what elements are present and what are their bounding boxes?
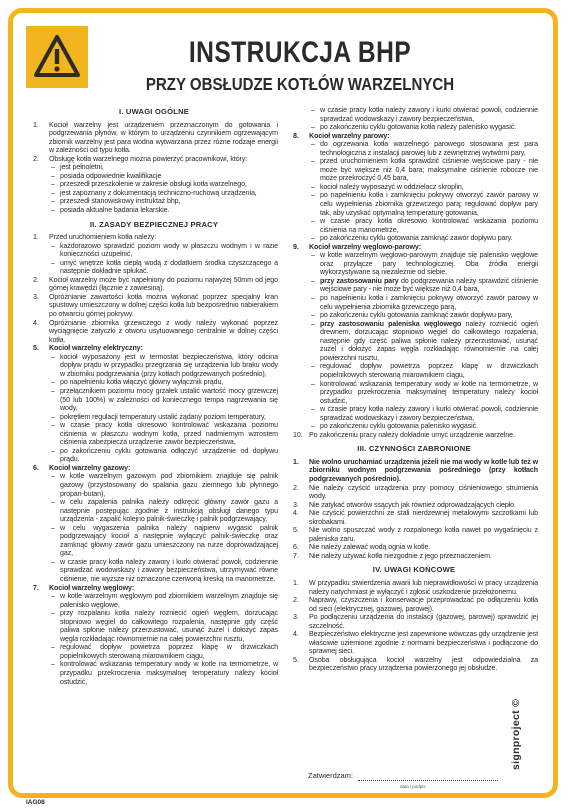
list-item: 3. Opróżnianie zawartości kotła można wykonać poprzez specjalny kran spustowy umieszczony w dolnej części kotła lub bezpośrednio nabierakiem po otwarciu górnej pokrywy. bbox=[33, 292, 278, 319]
list-item: 1. W przypadku stwierdzenia awarii lub nieprawidłowości w pracy urządzenia należy natychmiast je wyłączyć i zgłosić uszkodzenie przełożonemu. bbox=[293, 578, 538, 596]
date-signature-caption: data i podpis bbox=[400, 784, 426, 789]
list-item: 4. Opróżnianie zbiornika grzewczego z wody należy wykonać poprzez wyciągnięcie zatyczki z otworu usytuowanego centralnie w dolnej części kotła. bbox=[33, 318, 278, 344]
approval-label: Zatwierdzam: bbox=[308, 771, 354, 780]
bullet-item: – przy zastosowaniu paleniska węglowego należy rozniecić ogień drewnem, dorzucając stopniowo węgiel do całkowitego rozpalenia, następnie gdy część paliwa spłonie należy przerzustować, usunąć żużel i dołożyć zapas węgla rozkładając równomiernie na całej powierzchni rusztu, bbox=[290, 320, 538, 363]
list-item: 7. Kocioł warzelny węglowy: bbox=[33, 583, 135, 592]
bullet-item: – do ogrzewania kotła warzelnego parowego stosowana jest para technologiczna z instalacji parowej lub z zewnętrznej wytwórni pary, bbox=[290, 140, 538, 157]
bullet-item: – kontrolować wskazania temperatury wody w kotle na termometrze, w przypadku przekroczenia maksymalnej temperatury należy kocioł ostudzić, bbox=[290, 380, 538, 406]
bullet-item: – jest pełnoletni, bbox=[30, 163, 278, 172]
bullet-item: – kocioł należy wyposażyć w oddzielacz skroplin, bbox=[290, 183, 538, 192]
bullet-item: – posiada aktualne badania lekarskie. bbox=[30, 206, 278, 215]
bullet-item: – kontrolować wskazania temperatury wody w kotle na termometrze, w przypadku przekroczenia maksymalnej temperatury należy kocioł ostudzić, bbox=[30, 660, 278, 686]
list-item: 8. Kocioł warzelny parowy: bbox=[293, 131, 390, 140]
signature-line bbox=[358, 780, 498, 781]
left-column bbox=[30, 106, 278, 686]
bullet-item: – w celu wygaszenia palnika należy najpierw wygasić palnik podgrzewający kocioł a następnie wyłączyć palnik-świeczkę oraz zamknąć główny zawór gazu umieszczony na rurze doprowadzającej gaz, bbox=[30, 524, 278, 558]
bullet-item: – przed uruchomieniem kotła sprawdzić ciśnienie wejściowe pary - nie może być większe niż 0,4 bara; maksymalne ciśnienie robocze nie może przekroczyć 0,45 bara, bbox=[290, 157, 538, 183]
section-heading: I. UWAGI OGÓLNE bbox=[118, 107, 190, 116]
page-subtitle: PRZY OBSŁUDZE KOTŁÓW WARZELNYCH bbox=[145, 74, 455, 94]
brand-logo: signproject © bbox=[510, 698, 522, 770]
bullet-item: – przeszedł przeszkolenie w zakresie obsługi kotła warzelnego, bbox=[30, 180, 278, 189]
bullet-item: – w czasie pracy kotła okresowo kontrolować wskazania poziomu ciśnienia na manometrze, bbox=[290, 217, 538, 234]
warning-sign bbox=[26, 26, 88, 88]
page-title: INSTRUKCJA BHP bbox=[188, 36, 412, 69]
bullet-item: – każdorazowo sprawdzić poziom wody w płaszczu wodnym i w razie konieczności uzupełnić, bbox=[30, 242, 278, 259]
list-item: 2. Naprawy, czyszczenia i konserwacje przeprowadzać po odłączeniu kotła od sieci (elektrycznej, gazowej, parowej). bbox=[293, 596, 538, 613]
list-item: 1. Kocioł warzelny jest urządzeniem przeznaczonym do gotowania i podgrzewania płynów, w którym to urządzeniu czynnikiem ogrzewającym zbiornik warzelny jest para wodna wytwarzana przez różne rodzaje energii w zależności od typu kotła. bbox=[33, 120, 278, 155]
bullet-item: – po zakończeniu cyklu gotowania zamknąć zawór dopływu pary, bbox=[290, 311, 538, 320]
bullet-item: – w kotle warzelnym węglowo-parowym znajduje się palenisko węglowe oraz przyłącze pary technologicznej. Oba źródła energii wykorzystywane są niezależnie od siebie, bbox=[290, 251, 538, 277]
bullet-item: – w czasie pracy kotła należy zawory i kurki otwierać powoli, codziennie sprawdzać wodowskazy i zawory bezpieczeństwa, bbox=[290, 106, 538, 123]
section-heading: II. ZASADY BEZPIECZNEJ PRACY bbox=[89, 219, 219, 229]
list-item: 4. Bezpieczeństwo elektryczne jest zapewnione wówczas gdy urządzenie jest właściwie uziemione zgodnie z normami bezpieczeństwa i podłączone do sprawnej sieci. bbox=[293, 630, 538, 656]
bullet-item: – po zakończeniu cyklu gotowania zamknąć zawór dopływu pary. bbox=[290, 234, 538, 243]
bullet-item: – po napełnieniu kotła włączyć główny wyłącznik prądu, bbox=[30, 378, 278, 387]
bullet-item: – umyć wnętrze kotła ciepłą wodą z dodatkiem środka czyszczącego a następnie dokładnie spłukać. bbox=[30, 259, 278, 276]
bullet-item: – posiada odpowiednie kwalifikacje bbox=[30, 172, 278, 181]
product-code: IAG08 bbox=[26, 799, 45, 806]
bullet-item: – regulować dopływ powietrza poprzez klapę w drzwiczkach popielnikowych sterowaną miarownikiem ciągu, bbox=[290, 362, 538, 379]
list-item: 3. Po podłączeniu urządzenia do instalacji (gazowej, parowej) sprawdzić jej szczelność. bbox=[293, 613, 538, 630]
right-column bbox=[290, 106, 538, 673]
bullet-item: – po zakończeniu cyklu gotowania palenisko wygasić. bbox=[290, 422, 538, 431]
bullet-item: – w kotle warzelnym węglowym pod zbiornikiem warzelnym znajduje się palenisko węglowe, bbox=[30, 592, 278, 609]
list-item: 6. Nie należy zalewać wodą ognia w kotle. bbox=[293, 543, 431, 552]
bullet-item: – pokrętłem regulacji temperatury ustalić żądany poziom temperatury, bbox=[30, 413, 278, 422]
bullet-item: – jest zapoznany z dokumentacją techniczno-ruchową urządzenia, bbox=[30, 189, 278, 198]
section-heading: IV. UWAGI KOŃCOWE bbox=[372, 565, 456, 575]
bullet-item: – po zakończeniu cyklu gotowania odłączyć urządzenie od dopływu prądu. bbox=[30, 447, 278, 464]
bullet-item: – przełącznikiem poziomu mocy grzałek ustalić wartość mocy grzewczej (50 lub 100%) w zależności od koniecznego tempa nagrzewania się wody, bbox=[30, 387, 278, 413]
bullet-item: – w czasie pracy kotła należy zawory i kurki otwierać powoli, codziennie sprawdzać wodowskazy i zawory bezpieczeństwa, bbox=[290, 405, 538, 422]
list-item: 5. Nie wolno spuszczać wody z rozpalonego kotła nawet po wygaśnięciu z paleniska żaru. bbox=[293, 526, 538, 543]
bullet-item: – kocioł wyposażony jest w termostat bezpieczeństwa, który odcina dopływ prądu w przypadku przegrzania się urządzenia lub braku wody w zbiorniku podgrzewania (przy kotłach podgrzewanych pośrednio), bbox=[30, 353, 278, 379]
list-item: 10. Po zakończeniu pracy należy dokładnie umyć urządzenie warzelne. bbox=[293, 430, 515, 439]
list-item: 5. Osoba obsługująca kocioł warzelny jest odpowiedzialna za bezpieczeństwo pracy urządzenia powierzonego jej obsłudze. bbox=[293, 655, 538, 673]
bullet-item: – po zakończeniu cyklu gotowania kotła należy palenisko wygasić. bbox=[290, 123, 538, 132]
list-item: 9. Kocioł warzelny węglowo-parowy: bbox=[293, 242, 421, 251]
list-item: 5. Kocioł warzelny elektryczny: bbox=[33, 344, 143, 353]
list-item: 1. Przed uruchomieniem kotła należy: bbox=[33, 233, 157, 242]
list-item: 1. Nie wolno uruchamiać urządzenia jeżeli nie ma wody w kotle lub też w zbiorniku wodnym podgrzewania pośredniego (przy kotłach podgrzewanych pośrednio). bbox=[293, 457, 538, 483]
bullet-item: – regulować dopływ powietrza poprzez klapę w drzwiczkach popielnikowych sterowaną miarownikiem ciągu, bbox=[30, 643, 278, 660]
bullet-item: – w kotle warzelnym gazowym pod zbiornikiem znajduje się palnik gazowy (przystosowany do spalania gazu ziemnego lub płynnego propan-butan), bbox=[30, 472, 278, 498]
list-item: 2. Kocioł warzelny może być napełniony do poziomu najwyżej 50mm od jego górnej krawędzi (łącznie z zawiesiną). bbox=[33, 275, 278, 293]
bullet-item: – po napełnieniu kotła i zamknięciu pokrywy otworzyć zawór parowy w celu wypełnienia zbiornika grzewczego parą; regulować dopływ pary tak, aby uzyskać optymalną temperaturę gotowania, bbox=[290, 191, 538, 217]
bullet-item: – w celu zapalenia palnika należy odkręcić główny zawór gazu a następnie postępując zgodnie z instrukcją obsługi danego typu urządzenia - zapalić kolejno palnik-świeczkę i palnik podgrzewający, bbox=[30, 498, 278, 524]
list-item: 2. Nie należy czyścić urządzenia przy pomocy ciśnieniowego strumienia wody. bbox=[293, 483, 538, 501]
bullet-item: – w czasie pracy kotła okresowo kontrolować wskazania poziomu ciśnienia w płaszczu wodnym kotła, przed nadmiernym wzrostem ciśnienia zabezpiecza urządzenie zawór bezpieczeństwa, bbox=[30, 421, 278, 447]
warning-triangle-icon bbox=[33, 34, 81, 78]
list-item: 6. Kocioł warzelny gazowy: bbox=[33, 463, 131, 472]
list-item: 3. Nie zatykać otworów ssących jak również odprowadzających ciepło. bbox=[293, 500, 516, 509]
list-item: 7. Nie należy używać kotła niezgodnie z jego przeznaczeniem. bbox=[293, 551, 492, 560]
bullet-item: – po napełnieniu kotła i zamknięciu pokrywy otworzyć zawór parowy w celu wypełnienia zbiornika grzewczego parą, bbox=[290, 294, 538, 311]
section-heading: III. CZYNNOŚCI ZABRONIONE bbox=[357, 444, 471, 454]
bullet-item: – przy zastosowaniu pary do podgrzewania należy sprawdzić ciśnienie wejściowe pary - nie może być większe niż 0,4 bara, bbox=[290, 277, 538, 294]
bullet-item: – w czasie pracy kotła należy zawory i kurki otwierać powoli, codziennie sprawdzać wodowskazy i zawory bezpieczeństwa, utrzymywać równe ciśnienie, nie wyższe niż oznaczone czerwoną kreską na manometrze. bbox=[30, 558, 278, 584]
bullet-item: – przeszedł stanowiskowy instruktaż bhp, bbox=[30, 197, 278, 206]
list-item: 4. Nie czyścić powierzchni ze stali nierdzewnej metalowymi szczotkami lub skrobakami. bbox=[293, 509, 538, 526]
list-item: 2. Obsługę kotła warzelnego można powierzyć pracownikowi, który: bbox=[33, 154, 248, 163]
bullet-item: – przy rozpalaniu kotła należy rozniecić ogień węglem, dorzucając stopniowo węgiel do całkowitego rozpalenia, następnie gdy część paliwa spłonie należy przerzustować, usunąć żużel i dołożyć zapas węgla rozkładając równomiernie na całej powierzchni rusztu, bbox=[30, 609, 278, 643]
